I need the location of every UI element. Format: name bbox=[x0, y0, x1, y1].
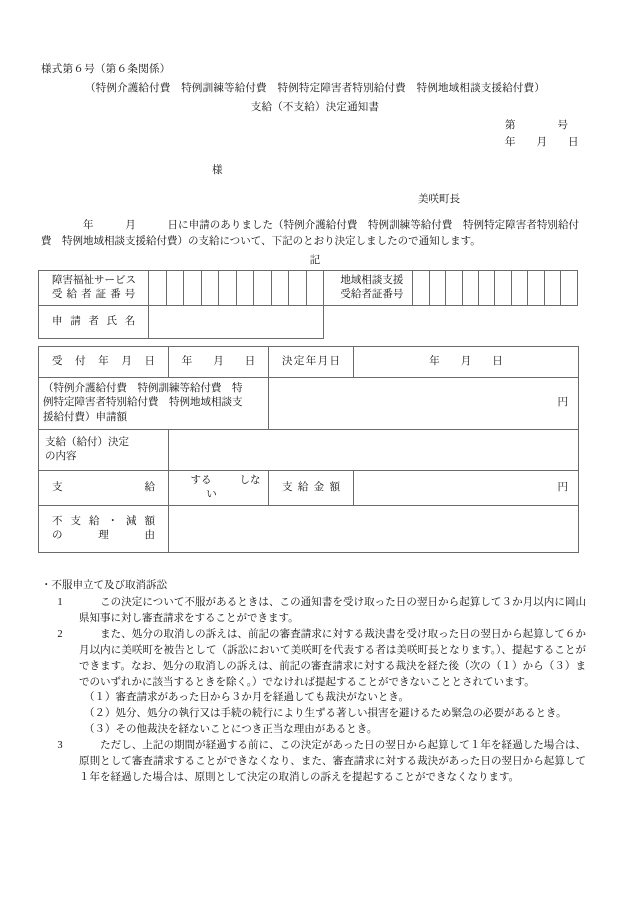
table-row bbox=[39, 506, 579, 553]
service-number-cell-9[interactable] bbox=[289, 271, 307, 306]
claim-amount-label-line2: 例特定障害者特別給付費 特例地域相談支 bbox=[43, 397, 243, 409]
service-number-cell-3[interactable] bbox=[184, 271, 202, 306]
document-subtitle: （特例介護給付費 特例訓練等給付費 特例特定障害者特別給付費 特例地域相談支援給付費） bbox=[84, 83, 546, 94]
decision-date-label-text: 決定年月日 bbox=[282, 355, 340, 367]
appeals-heading: ・不服申立て及び取消訴訟 bbox=[41, 580, 167, 591]
reason-label-line1: 不支給・減額 bbox=[52, 515, 155, 527]
document-date-field: 年 月 日 bbox=[505, 137, 579, 148]
reason-label bbox=[39, 506, 169, 553]
payment-label-text: 支給 bbox=[52, 481, 155, 493]
receipt-date-value[interactable]: 年 月 日 bbox=[169, 347, 269, 378]
issuer-name: 美咲町長 bbox=[418, 194, 460, 205]
regional-number-cell-10[interactable] bbox=[561, 271, 578, 306]
service-number-cell-2[interactable] bbox=[166, 271, 184, 306]
ki-marker: 記 bbox=[309, 255, 321, 266]
appeals-item-3-body: ただし、上記の期間が経過する前に、この決定があった日の翌日から起算して１年を経過した場合は、原則として審査請求することができなくなり、また、審査請求に対する裁決があった日の翌日から起算して１年を経過した場合は、原則として決定の取消しの訴えを提起することができなくなります。 bbox=[79, 740, 586, 784]
payment-option-yes[interactable]: する bbox=[190, 474, 212, 486]
receipt-date-label bbox=[39, 347, 169, 378]
addressee-honorific: 様 bbox=[212, 165, 223, 176]
payment-amount-label bbox=[269, 471, 354, 506]
payment-amount-value-cell[interactable] bbox=[354, 471, 579, 506]
regional-number-label bbox=[324, 271, 413, 306]
regional-number-cell-6[interactable] bbox=[495, 271, 511, 306]
appeals-item-2-text bbox=[79, 627, 586, 691]
appeals-section bbox=[41, 578, 586, 786]
table-row bbox=[39, 347, 579, 378]
appeals-item-2-subitem-1: （１）審査請求があった日から３か月を経過しても裁決がないとき。 bbox=[84, 692, 409, 704]
service-number-cell-7[interactable] bbox=[254, 271, 272, 306]
regional-number-label-line2: 受給者証番号 bbox=[340, 289, 404, 301]
notification-paragraph bbox=[41, 218, 579, 251]
appeals-item-2-body: また、処分の取消しの訴えは、前記の審査請求に対する裁決書を受け取った日の翌日から起算して６か月以内に美咲町を被告として（訴訟において美咲町を代表する者は美咲町長となります。）、提起することができます。なお、処分の取消しの訴えは、前記の審査請求に対する裁決を経た後（次の（１）から（３）までのいずれかに該当するときを除く。）でなければ提起することができないこととされています。 bbox=[79, 628, 586, 688]
payment-amount-label-text: 支給金額 bbox=[282, 481, 340, 493]
table-row bbox=[39, 306, 578, 339]
claim-amount-label bbox=[39, 378, 269, 430]
applicant-name-spacer bbox=[324, 306, 578, 339]
appeals-item-2-subitem-2: （２）処分、処分の執行又は手続の続行により生ずる著しい損害を避けるため緊急の必要があるとき。 bbox=[84, 708, 567, 720]
receipt-date-label-text: 受付年月日 bbox=[52, 355, 155, 367]
payment-option-no[interactable]: しない bbox=[206, 474, 261, 500]
regional-number-cell-3[interactable] bbox=[446, 271, 462, 306]
regional-number-cell-1[interactable] bbox=[413, 271, 429, 306]
claim-amount-label-line3: 援給付費）申請額 bbox=[43, 411, 127, 423]
decision-content-label-line1: 支給（給付）決定 bbox=[45, 436, 129, 448]
table-row bbox=[39, 471, 579, 506]
claim-amount-value-cell[interactable] bbox=[269, 378, 579, 430]
service-number-cell-8[interactable] bbox=[271, 271, 289, 306]
service-number-cell-10[interactable] bbox=[306, 271, 324, 306]
regional-number-cell-5[interactable] bbox=[478, 271, 494, 306]
appeals-item-3-text bbox=[79, 738, 586, 786]
reason-label-line2: の理由 bbox=[52, 530, 155, 541]
appeals-item-2-subitem-3: （３）その他裁決を経ないことにつき正当な理由があるとき。 bbox=[84, 724, 378, 736]
service-number-label bbox=[39, 271, 149, 306]
service-number-cell-6[interactable] bbox=[236, 271, 254, 306]
appeals-item-1 bbox=[41, 595, 586, 627]
appeals-item-3-number: 3 bbox=[57, 740, 63, 752]
notification-paragraph-text: 年 月 日に申請のありました（特例介護給付費 特例訓練等給付費 特例特定障害者特別給付費 特例地域相談支援給付費）の支給について、下記のとおり決定しましたので通知します。 bbox=[41, 220, 579, 248]
payment-amount-unit: 円 bbox=[557, 481, 568, 493]
regional-number-cell-7[interactable] bbox=[511, 271, 527, 306]
table-row bbox=[39, 430, 579, 471]
table-row bbox=[39, 378, 579, 430]
regional-number-cell-4[interactable] bbox=[462, 271, 478, 306]
decision-date-label bbox=[269, 347, 354, 378]
applicant-name-value[interactable] bbox=[149, 306, 324, 339]
document-title: 支給（不支給）決定通知書 bbox=[250, 102, 380, 113]
service-number-label-line2: 受給者証番号 bbox=[52, 289, 136, 301]
decision-content-label bbox=[39, 430, 169, 471]
appeals-item-1-text bbox=[79, 595, 586, 627]
appeals-item-3 bbox=[41, 738, 586, 786]
form-number: 様式第６号（第６条関係） bbox=[41, 64, 171, 75]
appeals-item-1-number: 1 bbox=[57, 596, 63, 608]
applicant-name-label bbox=[39, 306, 149, 339]
recipient-number-table bbox=[38, 270, 578, 339]
decision-content-label-line2: の内容 bbox=[45, 451, 77, 462]
applicant-name-label-text: 申請者氏名 bbox=[52, 316, 136, 328]
table-row bbox=[39, 271, 578, 306]
regional-number-label-line1: 地域相談支援 bbox=[340, 275, 404, 286]
service-number-label-line1: 障害福祉サービス bbox=[52, 275, 136, 286]
document-number-field: 第 号 bbox=[505, 120, 568, 131]
appeals-item-2 bbox=[41, 627, 586, 691]
regional-number-cell-8[interactable] bbox=[528, 271, 544, 306]
payment-label bbox=[39, 471, 169, 506]
service-number-cell-1[interactable] bbox=[149, 271, 167, 306]
payment-options bbox=[169, 471, 269, 506]
appeals-item-2-number: 2 bbox=[57, 628, 63, 640]
regional-number-cell-2[interactable] bbox=[429, 271, 445, 306]
appeals-item-1-body: この決定について不服があるときは、この通知書を受け取った日の翌日から起算して３か月以内に岡山県知事に対し審査請求をすることができます。 bbox=[79, 596, 586, 624]
service-number-cell-5[interactable] bbox=[219, 271, 237, 306]
decision-date-value[interactable]: 年 月 日 bbox=[354, 347, 579, 378]
claim-amount-unit: 円 bbox=[557, 397, 568, 409]
decision-detail-table bbox=[38, 346, 579, 553]
service-number-cell-4[interactable] bbox=[201, 271, 219, 306]
decision-content-value[interactable] bbox=[169, 430, 579, 471]
claim-amount-label-line1: （特例介護給付費 特例訓練等給付費 特 bbox=[43, 383, 243, 395]
reason-value[interactable] bbox=[169, 506, 579, 553]
regional-number-cell-9[interactable] bbox=[544, 271, 560, 306]
